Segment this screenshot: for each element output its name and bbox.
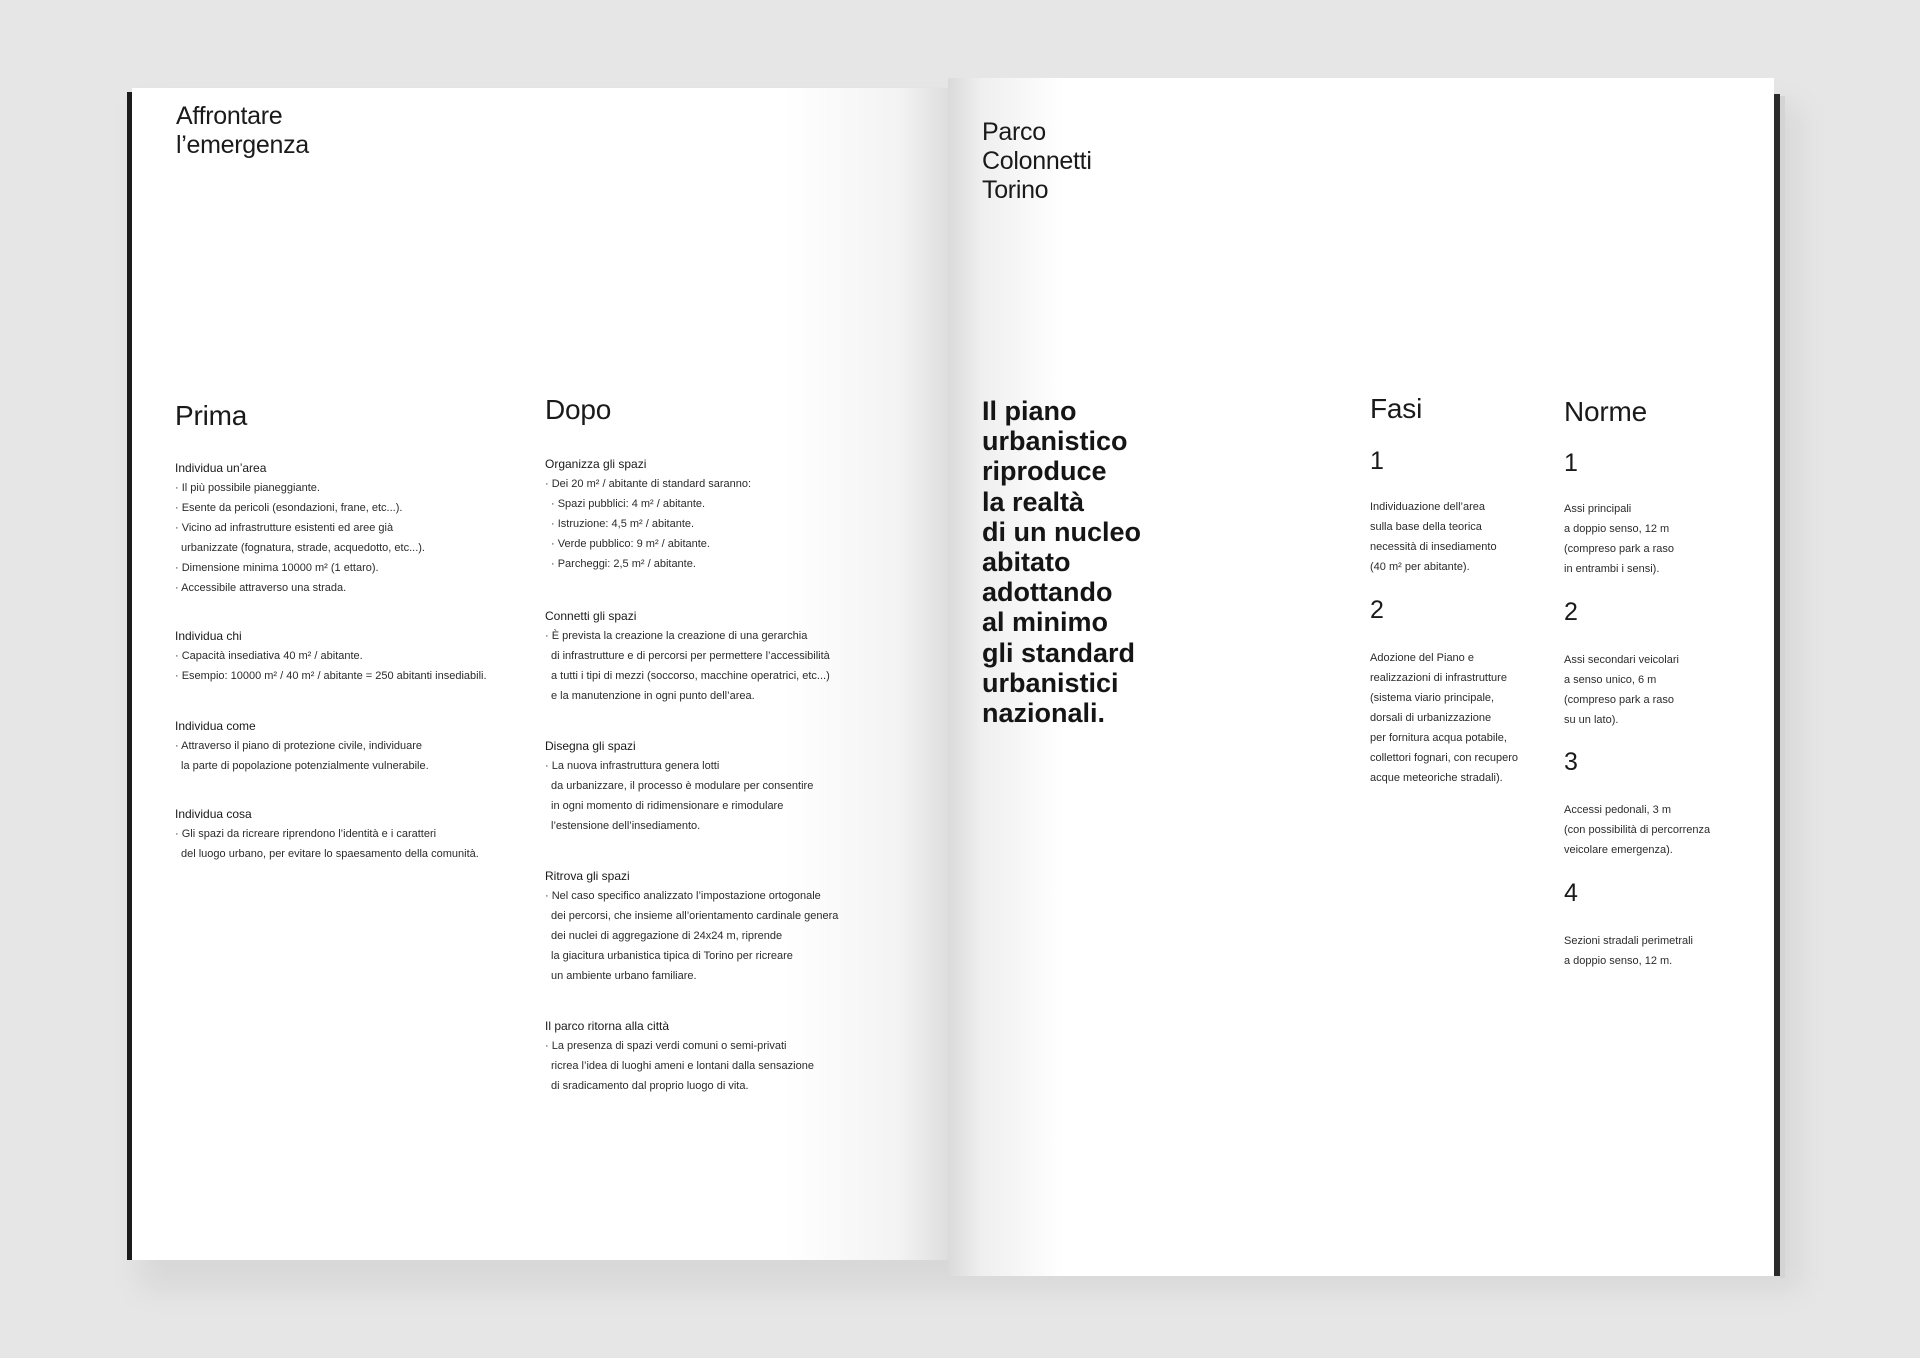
prima-block-cosa [175,806,479,864]
desc-line: collettori fognari, con recupero [1370,752,1518,764]
block-line: di sradicamento dal proprio luogo di vita. [551,1080,749,1092]
block-line: · Vicino ad infrastrutture esistenti ed aree già [175,522,394,534]
prima-block-come [175,718,429,776]
block-title: Ritrova gli spazi [545,869,630,883]
norma-description [1564,499,1674,579]
desc-line: realizzazioni di infrastrutture [1370,672,1507,684]
dopo-block-disegna [545,738,813,836]
block-line: dei nuclei di aggregazione di 24x24 m, riprende [551,930,783,942]
statement-line: Il piano [982,396,1077,426]
block-line: · Gli spazi da ricreare riprendono l’identità e i caratteri [175,828,437,840]
prima-block-area [175,460,425,598]
norma-description [1564,931,1693,971]
desc-line: a doppio senso, 12 m [1564,523,1670,535]
norma-number: 3 [1564,748,1578,776]
norma-description [1564,650,1679,730]
block-title: Individua come [175,719,256,733]
statement-line: gli standard [982,637,1136,668]
dopo-block-parco [545,1018,814,1096]
title-line: Torino [982,176,1049,204]
block-title: Il parco ritorna alla città [545,1019,670,1033]
left-page [132,88,948,1260]
block-line: · È prevista la creazione la creazione di una gerarchia [545,630,808,642]
left-page-title [176,102,309,160]
desc-line: a doppio senso, 12 m. [1564,955,1673,967]
block-line: · Esempio: 10000 m² / 40 m² / abitante = 250 abitanti insediabili. [175,670,487,682]
block-line: · Esente da pericoli (esondazioni, frane, etc...). [175,502,403,514]
block-line: l’estensione dell’insediamento. [551,820,701,832]
desc-line: Sezioni stradali perimetrali [1564,935,1693,947]
statement-line: la realtà [982,486,1085,517]
desc-line: a senso unico, 6 m [1564,674,1657,686]
block-title: Individua un’area [175,461,267,475]
norma-number: 2 [1564,598,1578,626]
prima-heading: Prima [175,400,248,431]
block-line: · La nuova infrastruttura genera lotti [545,760,720,772]
block-line: · Dei 20 m² / abitante di standard saranno: [545,478,752,490]
desc-line: sulla base della teorica [1370,521,1482,533]
dopo-block-ritrova [545,868,838,986]
prima-block-chi [175,628,487,686]
block-line: · Attraverso il piano di protezione civile, individuare [175,740,423,752]
statement-line: abitato [982,547,1071,578]
block-line: ricrea l’idea di luoghi ameni e lontani dalla sensazione [551,1060,814,1072]
desc-line: Individuazione dell’area [1370,501,1485,513]
dopo-heading: Dopo [545,394,612,425]
block-line: · Capacità insediativa 40 m² / abitante. [175,650,363,662]
block-line: e la manutenzione in ogni punto dell’area. [551,690,755,702]
block-line: a tutti i tipi di mezzi (soccorso, macchine operatrici, etc...) [551,670,830,682]
block-line: la parte di popolazione potenzialmente vulnerabile. [181,760,429,772]
norma-number: 4 [1564,879,1578,907]
block-title: Disegna gli spazi [545,739,636,753]
dopo-block-organizza [545,456,751,574]
page-stack-edge [1780,96,1785,1278]
fase-number: 2 [1370,596,1384,624]
norme-heading: Norme [1564,396,1648,427]
desc-line: (con possibilità di percorrenza [1564,824,1711,836]
title-line: Colonnetti [982,147,1092,175]
plan-statement [982,396,1141,728]
statement-line: al minimo [982,607,1109,638]
block-line: un ambiente urbano familiare. [551,970,697,982]
block-title: Individua cosa [175,807,252,821]
block-line: · Parcheggi: 2,5 m² / abitante. [551,558,696,570]
block-line: di infrastrutture e di percorsi per permettere l’accessibilità [551,650,830,662]
block-line: dei percorsi, che insieme all’orientamento cardinale genera [551,910,839,922]
fase-description [1370,497,1497,577]
block-line: · Dimensione minima 10000 m² (1 ettaro). [175,562,379,574]
desc-line: Assi secondari veicolari [1564,654,1679,666]
block-line: · Istruzione: 4,5 m² / abitante. [551,518,695,530]
desc-line: per fornitura acqua potabile, [1370,732,1507,744]
block-line: da urbanizzare, il processo è modulare per consentire [551,780,814,792]
fase-number: 1 [1370,447,1384,475]
desc-line: Assi principali [1564,503,1632,515]
right-page-title [982,118,1092,205]
desc-line: dorsali di urbanizzazione [1370,712,1492,724]
title-line: Parco [982,118,1046,146]
block-title: Organizza gli spazi [545,457,647,471]
title-line: Affrontare [176,102,283,130]
fase-description [1370,648,1518,788]
statement-line: di un nucleo [982,516,1141,547]
desc-line: Adozione del Piano e [1370,652,1474,664]
desc-line: (compreso park a raso [1564,694,1675,706]
statement-line: adottando [982,577,1113,608]
block-line: · La presenza di spazi verdi comuni o semi-privati [545,1040,787,1052]
desc-line: su un lato). [1564,714,1619,726]
desc-line: (compreso park a raso [1564,543,1675,555]
desc-line: veicolare emergenza). [1564,844,1673,856]
block-title: Individua chi [175,629,242,643]
norma-number: 1 [1564,449,1578,477]
title-line: l’emergenza [176,131,309,159]
right-page [948,78,1774,1276]
dopo-block-connetti [545,608,830,706]
statement-line: urbanistici [982,667,1119,698]
desc-line: necessità di insediamento [1370,541,1497,553]
statement-line: nazionali. [982,698,1106,729]
block-title: Connetti gli spazi [545,609,637,623]
desc-line: in entrambi i sensi). [1564,563,1660,575]
desc-line: (sistema viario principale, [1370,692,1495,704]
block-line: · Accessibile attraverso una strada. [175,582,347,594]
statement-line: urbanistico [982,426,1128,457]
block-line: del luogo urbano, per evitare lo spaesamento della comunità. [181,848,479,860]
block-line: · Il più possibile pianeggiante. [175,482,320,494]
desc-line: (40 m² per abitante). [1370,561,1470,573]
block-line: in ogni momento di ridimensionare e rimodulare [551,800,784,812]
block-line: la giacitura urbanistica tipica di Torino per ricreare [551,950,793,962]
fasi-heading: Fasi [1370,393,1423,424]
block-line: · Verde pubblico: 9 m² / abitante. [551,538,710,550]
block-line: · Spazi pubblici: 4 m² / abitante. [551,498,706,510]
desc-line: Accessi pedonali, 3 m [1564,804,1671,816]
norma-description [1564,800,1710,860]
statement-line: riproduce [982,456,1107,487]
desc-line: acque meteoriche stradali). [1370,772,1503,784]
block-line: urbanizzate (fognatura, strade, acquedotto, etc...). [181,542,425,554]
block-line: · Nel caso specifico analizzato l’impostazione ortogonale [545,890,821,902]
